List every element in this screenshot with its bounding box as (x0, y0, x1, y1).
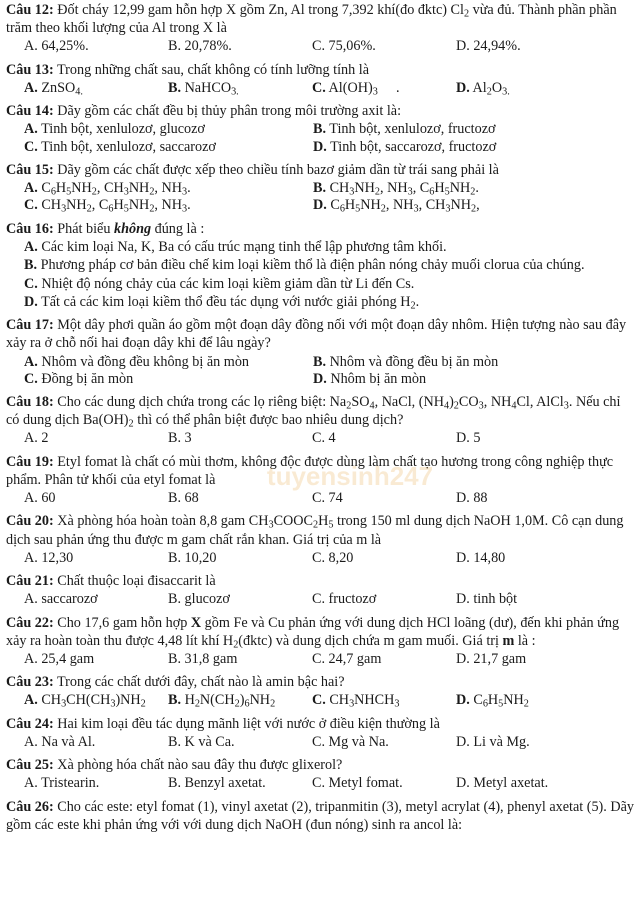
options-grid (6, 121, 634, 156)
option-text: D. 88 (456, 490, 488, 507)
option-text: D. 5 (456, 430, 481, 447)
option-a[interactable] (6, 354, 295, 371)
stem-text: Cl, AlCl (516, 394, 564, 411)
question-label: Câu 20: (6, 513, 54, 530)
option-text: A. Tristearin. (24, 775, 100, 792)
stem-text: Hai kim loại đều tác dụng mãnh liệt với nước ở điều kiện thường là (57, 715, 440, 732)
option-letter: A. (24, 353, 38, 370)
question-stem (6, 453, 634, 489)
option-c[interactable]: C. $CH_3NH_2$, $C_6H_5NH_2$, $NH_3$. (24, 197, 191, 215)
option-text: Đồng bị ăn mòn (37, 370, 134, 387)
question-25 (6, 756, 634, 792)
option-text: Tinh bột, xenlulozơ, glucozơ (37, 121, 205, 138)
option-text: C. Mg và Na. (312, 733, 389, 750)
options-grid (6, 354, 634, 389)
option-a[interactable] (6, 80, 150, 97)
stem-text: CO (458, 394, 479, 411)
stem-text: Xà phòng hóa chất nào sau đây thu được glixerol? (57, 757, 343, 774)
option-c[interactable] (294, 734, 438, 751)
question-stem (6, 220, 634, 238)
option-d[interactable] (295, 139, 584, 156)
option-b[interactable] (150, 38, 294, 55)
option-letter: A. (24, 121, 38, 138)
option-b[interactable] (150, 775, 294, 792)
option-text: Tất cả các kim loại kiềm thổ đều tác dụng với nước giải phóng H (41, 293, 411, 310)
question-stem (6, 673, 634, 691)
option-text: C. 75,06%. (312, 38, 376, 55)
subscript: 2 (486, 86, 492, 98)
option-text: Al(OH) (325, 79, 373, 96)
stem-text: , NH (483, 394, 512, 411)
option-text: C. Metyl fomat. (312, 775, 403, 792)
options-row (6, 734, 634, 751)
option-d[interactable] (438, 591, 582, 608)
option-a[interactable] (6, 38, 150, 55)
subscript: 4. (75, 86, 83, 98)
option-text: D. 24,94%. (456, 38, 521, 55)
option-text: Tinh bột, xenlulozơ, saccarozơ (37, 138, 216, 155)
option-text: C. 8,20 (312, 549, 354, 566)
stem-text: vừa đủ. Thành phần phần trăm theo khối lượng của Al trong X là (6, 2, 617, 37)
option-text: B. K và Ca. (168, 733, 235, 750)
option-text: B. 3 (168, 430, 192, 447)
watermark-text: tuyensinh247 (266, 461, 434, 491)
stem-text: Phát biểu (57, 220, 114, 237)
option-text: Nhôm bị ăn mòn (326, 370, 427, 387)
option-c[interactable] (294, 430, 438, 447)
question-13 (6, 61, 634, 97)
stem-text: . Nếu chỉ có dung dịch Ba(OH) (6, 394, 621, 429)
stem-text: Dãy gồm các chất được xếp theo chiều tính bazơ giảm dần từ trái sang phải là (57, 161, 499, 178)
option-text: C. 74 (312, 490, 343, 507)
stem-text: ) (449, 394, 454, 411)
question-14 (6, 102, 634, 156)
option-text: B. glucozơ (168, 591, 230, 608)
option-d[interactable] (438, 775, 582, 792)
options-row (6, 692, 634, 709)
stray-dot: . (396, 79, 400, 96)
option-a[interactable] (6, 591, 150, 608)
option-text: A. 60 (24, 490, 56, 507)
options-row (6, 550, 634, 567)
option-text: B. 68 (168, 490, 199, 507)
options-row (6, 775, 634, 792)
option-a[interactable]: A. $CH_3CH(CH_3)NH_2$ (24, 692, 146, 710)
option-b[interactable] (150, 430, 294, 447)
question-20 (6, 512, 634, 567)
option-text: A. saccarozơ (24, 591, 98, 608)
options-grid (6, 180, 634, 215)
question-stem (6, 715, 634, 733)
question-label: Câu 14: (6, 103, 54, 120)
stem-text: Cho 17,6 gam hỗn hợp (57, 614, 191, 631)
option-text: B. 10,20 (168, 549, 217, 566)
option-text: Nhôm và đồng đều bị ăn mòn (326, 353, 499, 370)
option-a[interactable] (6, 651, 150, 668)
option-b[interactable]: B. $H_2N(CH_2)_6NH_2$ (168, 692, 276, 710)
stem-text: H (318, 513, 329, 530)
option-text: C. 24,7 gam (312, 650, 382, 667)
subscript: 2 (410, 300, 416, 312)
option-text: Nhôm và đồng đều không bị ăn mòn (37, 353, 250, 370)
option-letter: D. (456, 79, 470, 96)
question-stem (6, 572, 634, 590)
option-letter: C. (24, 138, 38, 155)
option-c[interactable] (294, 651, 438, 668)
question-label: Câu 18: (6, 394, 54, 411)
stem-bold: X (190, 614, 202, 631)
stem-text: gồm Fe và Cu phản ứng với dung dịch HCl loãng (dư), đến khi phản ứng xảy ra hoàn toàn thu được 4,48 lít khí H (6, 614, 620, 649)
option-c[interactable]: C. $CH_3NHCH_3$ (312, 692, 400, 710)
option-text: B. Benzyl axetat. (168, 775, 266, 792)
option-a[interactable] (6, 121, 295, 138)
option-d[interactable] (438, 734, 582, 751)
option-letter: D. (313, 370, 327, 387)
question-15 (6, 161, 634, 215)
options-row (6, 80, 634, 97)
question-label: Câu 13: (6, 61, 54, 78)
option-text: O (491, 79, 503, 96)
option-a[interactable] (6, 550, 150, 567)
question-stem (6, 1, 634, 37)
option-c[interactable] (294, 775, 438, 792)
option-b[interactable] (150, 490, 294, 507)
options-row (6, 38, 634, 55)
question-12 (6, 1, 634, 56)
question-stem (6, 756, 634, 774)
option-b[interactable] (150, 550, 294, 567)
option-b[interactable] (295, 354, 584, 371)
option-b[interactable]: B. $CH_3NH_2$, $NH_3$, $C_6H_5NH_2$. (313, 180, 479, 198)
stem-text: COOC (273, 513, 313, 530)
stem-text: Etyl fomat là chất có mùi thơm, không độc được dùng làm chất tạo hương trong công nghiệp thực phẩm. Phân tử khối của etyl fomat là (6, 453, 614, 488)
option-text: B. 31,8 gam (168, 650, 238, 667)
option-c[interactable] (294, 550, 438, 567)
option-text: D. Li và Mg. (456, 733, 530, 750)
option-d[interactable]: D. Tất cả các kim loại kiềm thổ đều tác dụng với nước giải phóng $H_2$. (24, 293, 420, 312)
option-letter: C. (312, 79, 326, 96)
option-text: NaHCO (181, 79, 232, 96)
question-stem (6, 798, 634, 834)
option-text: D. tinh bột (456, 591, 518, 608)
stem-bold: m (502, 632, 515, 649)
option-a[interactable] (6, 490, 150, 507)
stem-text: là : (514, 632, 536, 649)
question-label: Câu 25: (6, 757, 54, 774)
subscript: 3 (372, 86, 378, 98)
stem-text: , NaCl, (NH (374, 394, 444, 411)
option-b[interactable] (150, 734, 294, 751)
stem-text: Xà phòng hóa hoàn toàn 8,8 gam CH (57, 513, 269, 530)
option-b[interactable] (295, 121, 584, 138)
option-text: D. 21,7 gam (456, 650, 527, 667)
stem-text: Trong các chất dưới đây, chất nào là amin bậc hai? (57, 674, 345, 691)
question-label: Câu 16: (6, 220, 54, 237)
option-c[interactable] (294, 591, 438, 608)
option-text: Các kim loại Na, K, Ba có cấu trúc mạng tinh thể lập phương tâm khối. (41, 238, 447, 255)
option-text: D. Metyl axetat. (456, 775, 549, 792)
option-a[interactable]: A. Các kim loại Na, K, Ba có cấu trúc mạng tinh thể lập phương tâm khối. (24, 238, 447, 255)
question-label: Câu 19: (6, 453, 54, 470)
keyword-emphasis: không (114, 220, 152, 237)
stem-text: đúng là : (151, 220, 205, 237)
option-b[interactable] (150, 651, 294, 668)
question-23 (6, 673, 634, 709)
question-19 (6, 453, 634, 508)
question-26 (6, 798, 634, 834)
option-text: Al (469, 79, 487, 96)
option-a[interactable] (6, 430, 150, 447)
option-c[interactable] (294, 490, 438, 507)
stem-text: Chất thuộc loại đisaccarit là (57, 573, 216, 590)
subscript: 2 (463, 8, 470, 20)
option-d[interactable] (438, 38, 582, 55)
option-d[interactable]: D. $C_6H_5NH_2$, $NH_3$, $CH_3NH_2$, (313, 197, 480, 215)
question-17 (6, 316, 634, 388)
option-a[interactable] (6, 734, 150, 751)
options-row (6, 591, 634, 608)
question-label: Câu 15: (6, 161, 54, 178)
question-label: Câu 12: (6, 2, 54, 18)
stem-text: trong 150 ml dung dịch NaOH 1,0M. Cô cạn dung dịch sau phản ứng thu được m gam chất rắn khan. Giá trị của m là (6, 513, 624, 548)
option-text: A. 25,4 gam (24, 650, 95, 667)
option-text: D. 14,80 (456, 549, 506, 566)
option-a[interactable] (6, 775, 150, 792)
question-stem (6, 102, 634, 120)
question-stem: Câu 22: Cho 17,6 gam hỗn hợp X gồm Fe và Cu phản ứng với dung dịch HCl loãng (dư), đến khi phản ứng xảy ra hoàn toàn thu được 4,48 lít khí $H_2(đktc)$ và dung dịch chứa m gam muối. Giá trị m là : (6, 614, 620, 651)
question-stem (6, 316, 634, 352)
stem-text: Cho các dung dịch chứa trong các lọ riêng biệt: Na (57, 394, 347, 411)
option-letter: B. (168, 79, 182, 96)
option-d[interactable] (438, 550, 582, 567)
option-c[interactable]: C. Nhiệt độ nóng chảy của các kim loại kiềm giảm dần từ Li đến Cs. (24, 275, 415, 292)
options-row (6, 430, 634, 447)
option-text: B. 20,78%. (168, 38, 232, 55)
question-label: Câu 21: (6, 573, 54, 590)
option-letter: B. (313, 353, 327, 370)
question-label: Câu 22: (6, 614, 54, 631)
option-text: ZnSO (37, 79, 76, 96)
option-c[interactable] (6, 139, 295, 156)
question-label: Câu 23: (6, 674, 54, 691)
options-row (6, 651, 634, 668)
option-d[interactable] (438, 490, 582, 507)
option-a[interactable]: A. $C_6H_5NH_2$, $CH_3NH_2$, $NH_3$. (24, 180, 191, 198)
question-stem (6, 61, 634, 79)
question-label: Câu 17: (6, 317, 54, 334)
option-text: A. 64,25%. (24, 38, 89, 55)
stem-text: Trong những chất sau, chất không có tính lưỡng tính là (57, 61, 369, 78)
stem-text: Đốt cháy 12,99 gam hỗn hợp X gồm Zn, Al trong 7,392 khí(đo đktc) Cl (57, 2, 464, 18)
question-label: Câu 26: (6, 798, 54, 815)
question-stem: Câu 18: Cho các dung dịch chứa trong các lọ riêng biệt: $Na_2SO_4$, NaCl, $(NH_4)_2CO_3$, $NH_4Cl$, AlCl$_3$. Nếu chỉ có dung dịch $Ba(OH)_2$ thì có thể phân biệt được bao nhiêu dung dịch? (6, 394, 621, 430)
option-d[interactable] (438, 430, 582, 447)
option-text: Phương pháp cơ bản điều chế kim loại kiềm thổ là điện phân nóng chảy muối clorua của chúng. (40, 257, 585, 274)
options-row (6, 490, 634, 507)
stem-text: Một dây phơi quần áo gồm một đoạn dây đồng nối với một đoạn dây nhôm. Hiện tượng nào sau đây xảy ra ở chỗ nối hai đoạn dây khi để lâu ngày? (6, 317, 627, 352)
option-text: Nhiệt độ nóng chảy của các kim loại kiềm giảm dần từ Li đến Cs. (41, 275, 415, 292)
option-text: . (415, 293, 420, 310)
stem-text: SO (351, 394, 370, 411)
question-18 (6, 393, 634, 448)
option-d[interactable] (438, 80, 582, 97)
option-text: Tinh bột, xenlulozơ, fructozơ (326, 121, 496, 138)
question-stem: Câu 20: Xà phòng hóa hoàn toàn 8,8 gam $CH_3COOC_2H_5$ trong 150 ml dung dịch NaOH 1,0M. Cô cạn dung dịch sau phản ứng thu được m gam chất rắn khan. Giá trị của m là (6, 513, 624, 548)
stem-text: (đktc) và dung dịch chứa m gam muối. Giá trị (238, 632, 503, 649)
option-text: A. 2 (24, 430, 49, 447)
option-letter: D. (313, 138, 327, 155)
option-b[interactable] (150, 591, 294, 608)
question-16 (6, 220, 634, 311)
option-text: A. 12,30 (24, 549, 74, 566)
option-text: C. 4 (312, 430, 336, 447)
option-text: A. Na và Al. (24, 733, 96, 750)
subscript: 3. (231, 86, 239, 98)
question-label: Câu 24: (6, 715, 54, 732)
stem-text: thì có thể phân biệt được bao nhiêu dung dịch? (133, 412, 404, 429)
option-d[interactable] (438, 651, 582, 668)
option-letter: B. (313, 121, 327, 138)
question-stem (6, 161, 634, 179)
stem-text: Dãy gồm các chất đều bị thủy phân trong môi trường axit là: (57, 103, 402, 120)
option-b[interactable]: B. Phương pháp cơ bản điều chế kim loại kiềm thổ là điện phân nóng chảy muối clorua của chúng. (24, 257, 585, 274)
option-letter: A. (24, 79, 38, 96)
option-text: C. fructozơ (312, 591, 377, 608)
option-text: Tinh bột, saccarozơ, fructozơ (326, 138, 497, 155)
stem-text: Cho các este: etyl fomat (1), vinyl axetat (2), tripanmitin (3), metyl acrylat (4), phenyl axetat (5). Dãy gồm các este khi phản ứng với với dung dịch NaOH (đun nóng) sinh ra ancol là: (6, 798, 635, 833)
question-24 (6, 715, 634, 751)
option-c[interactable] (294, 80, 438, 97)
option-b[interactable] (150, 80, 294, 97)
option-d[interactable] (295, 371, 584, 388)
question-22 (6, 614, 634, 669)
option-c[interactable] (294, 38, 438, 55)
option-letter: C. (24, 370, 38, 387)
subscript: 3. (502, 86, 510, 98)
option-d[interactable]: D. $C_6H_5NH_2$ (456, 692, 529, 710)
question-21 (6, 572, 634, 608)
option-c[interactable] (6, 371, 295, 388)
